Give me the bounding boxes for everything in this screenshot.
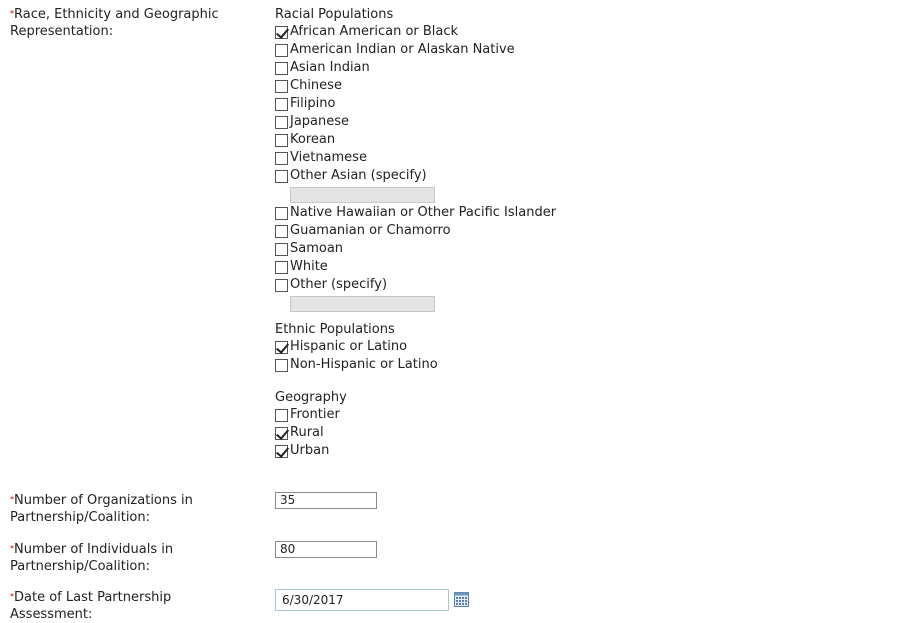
checkbox[interactable] xyxy=(275,80,288,93)
checkbox[interactable] xyxy=(275,44,288,57)
option-frontier[interactable]: Frontier xyxy=(275,406,347,424)
checkbox[interactable] xyxy=(275,359,288,372)
option-chinese[interactable]: Chinese xyxy=(275,77,556,95)
checkbox[interactable] xyxy=(275,152,288,165)
racial-populations-group xyxy=(275,6,556,312)
assessment-date-input[interactable]: 6/30/2017 xyxy=(275,589,449,611)
checkbox[interactable] xyxy=(275,225,288,238)
option-guamanian[interactable]: Guamanian or Chamorro xyxy=(275,222,556,240)
calendar-icon[interactable] xyxy=(454,592,469,607)
checkbox[interactable] xyxy=(275,207,288,220)
checkbox[interactable] xyxy=(275,261,288,274)
option-samoan[interactable]: Samoan xyxy=(275,240,556,258)
geography-group xyxy=(275,389,347,460)
checkbox[interactable] xyxy=(275,26,288,39)
option-african-american[interactable]: African American or Black xyxy=(275,23,556,41)
organizations-label: *Number of Organizations in Partnership/Coalition: xyxy=(10,493,193,525)
individuals-input[interactable]: 80 xyxy=(275,541,377,558)
assessment-date-label: *Date of Last Partnership Assessment: xyxy=(10,590,172,622)
race-ethnicity-label: *Race, Ethnicity and Geographic Representation: xyxy=(10,7,219,39)
checkbox[interactable] xyxy=(275,134,288,147)
checkbox[interactable] xyxy=(275,116,288,129)
option-white[interactable]: White xyxy=(275,258,556,276)
checkbox[interactable] xyxy=(275,243,288,256)
checkbox[interactable] xyxy=(275,62,288,75)
other-asian-specify-input[interactable] xyxy=(290,187,435,203)
checkbox[interactable] xyxy=(275,409,288,422)
option-rural[interactable]: Rural xyxy=(275,424,347,442)
option-american-indian[interactable]: American Indian or Alaskan Native xyxy=(275,41,556,59)
checkbox[interactable] xyxy=(275,170,288,183)
option-native-hawaiian[interactable]: Native Hawaiian or Other Pacific Islander xyxy=(275,204,556,222)
checkbox[interactable] xyxy=(275,279,288,292)
option-other[interactable]: Other (specify) xyxy=(275,276,556,294)
option-urban[interactable]: Urban xyxy=(275,442,347,460)
other-specify-input[interactable] xyxy=(290,296,435,312)
checkbox[interactable] xyxy=(275,445,288,458)
racial-populations-title: Racial Populations xyxy=(275,7,394,22)
option-other-asian[interactable]: Other Asian (specify) xyxy=(275,167,556,185)
individuals-label: *Number of Individuals in Partnership/Coalition: xyxy=(10,542,174,574)
checkbox[interactable] xyxy=(275,427,288,440)
option-non-hispanic[interactable]: Non-Hispanic or Latino xyxy=(275,356,438,374)
option-hispanic[interactable]: Hispanic or Latino xyxy=(275,338,438,356)
option-asian-indian[interactable]: Asian Indian xyxy=(275,59,556,77)
geography-title: Geography xyxy=(275,390,347,405)
organizations-input[interactable]: 35 xyxy=(275,492,377,509)
checkbox[interactable] xyxy=(275,98,288,111)
ethnic-populations-group xyxy=(275,321,438,374)
checkbox[interactable] xyxy=(275,341,288,354)
option-filipino[interactable]: Filipino xyxy=(275,95,556,113)
option-vietnamese[interactable]: Vietnamese xyxy=(275,149,556,167)
option-korean[interactable]: Korean xyxy=(275,131,556,149)
ethnic-populations-title: Ethnic Populations xyxy=(275,322,395,337)
required-marker: * xyxy=(10,9,14,18)
option-japanese[interactable]: Japanese xyxy=(275,113,556,131)
